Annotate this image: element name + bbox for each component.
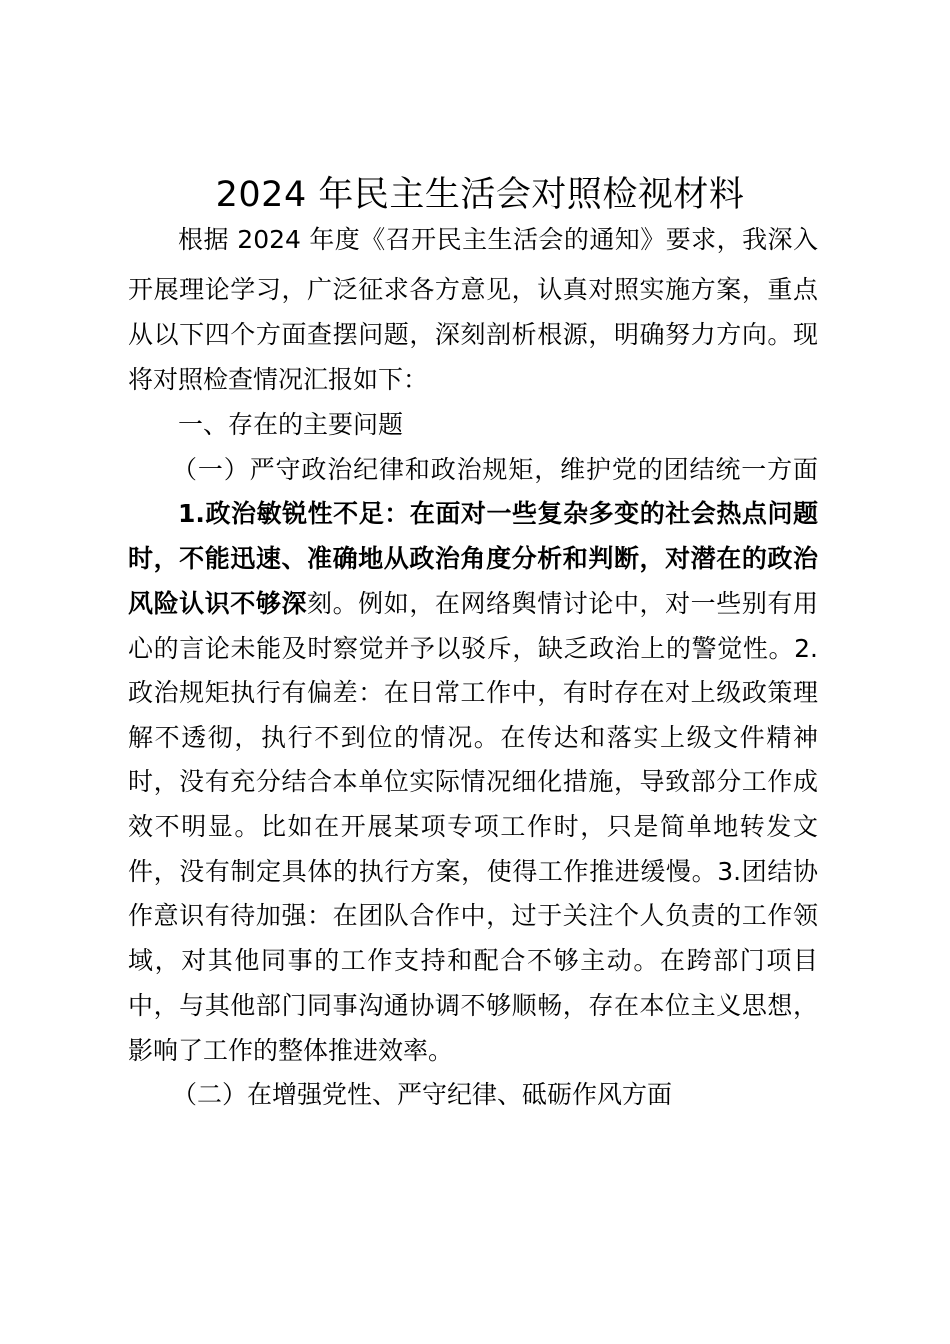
paragraph-line: 效不明显。比如在开展某项专项工作时，只是简单地转发文	[128, 812, 818, 841]
paragraph-line: 将对照检查情况汇报如下：	[128, 365, 429, 394]
paragraph-line: 件，没有制定具体的执行方案，使得工作推进缓慢。3.团结协	[128, 857, 818, 886]
bold-fragment: 风险认识不够深	[128, 589, 308, 618]
paragraph-line: 影响了工作的整体推进效率。	[128, 1036, 454, 1065]
bold-paragraph-line: 1.政治敏锐性不足：在面对一些复杂多变的社会热点问题	[178, 499, 818, 528]
subsection-heading: （一）严守政治纪律和政治规矩，维护党的团结统一方面	[172, 455, 818, 484]
paragraph-line: 根据 2024 年度《召开民主生活会的通知》要求，我深入	[178, 225, 818, 254]
subsection-heading: （二）在增强党性、严守纪律、砥砺作风方面	[172, 1080, 673, 1109]
paragraph-line: 中，与其他部门同事沟通协调不够顺畅，存在本位主义思想，	[128, 991, 818, 1020]
paragraph-line: 域，对其他同事的工作支持和配合不够主动。在跨部门项目	[128, 946, 818, 975]
paragraph-line: 作意识有待加强：在团队合作中，过于关注个人负责的工作领	[128, 901, 818, 930]
paragraph-line: 开展理论学习，广泛征求各方意见，认真对照实施方案，重点	[128, 275, 818, 304]
bold-paragraph-line: 时，不能迅速、准确地从政治角度分析和判断，对潜在的政治	[128, 544, 818, 573]
paragraph-line: 政治规矩执行有偏差：在日常工作中，有时存在对上级政策理	[128, 678, 818, 707]
document-title: 2024 年民主生活会对照检视材料	[215, 175, 745, 215]
paragraph-line: 心的言论未能及时察觉并予以驳斥，缺乏政治上的警觉性。2.	[128, 634, 818, 663]
section-heading: 一、存在的主要问题	[178, 410, 404, 439]
paragraph-line: 解不透彻，执行不到位的情况。在传达和落实上级文件精神	[128, 723, 818, 752]
text-fragment: 刻。例如，在网络舆情讨论中，对一些别有用	[307, 589, 818, 618]
paragraph-line: 从以下四个方面查摆问题，深刻剖析根源，明确努力方向。现	[128, 320, 818, 349]
paragraph-line	[128, 582, 818, 626]
paragraph-line: 时，没有充分结合本单位实际情况细化措施，导致部分工作成	[128, 767, 818, 796]
